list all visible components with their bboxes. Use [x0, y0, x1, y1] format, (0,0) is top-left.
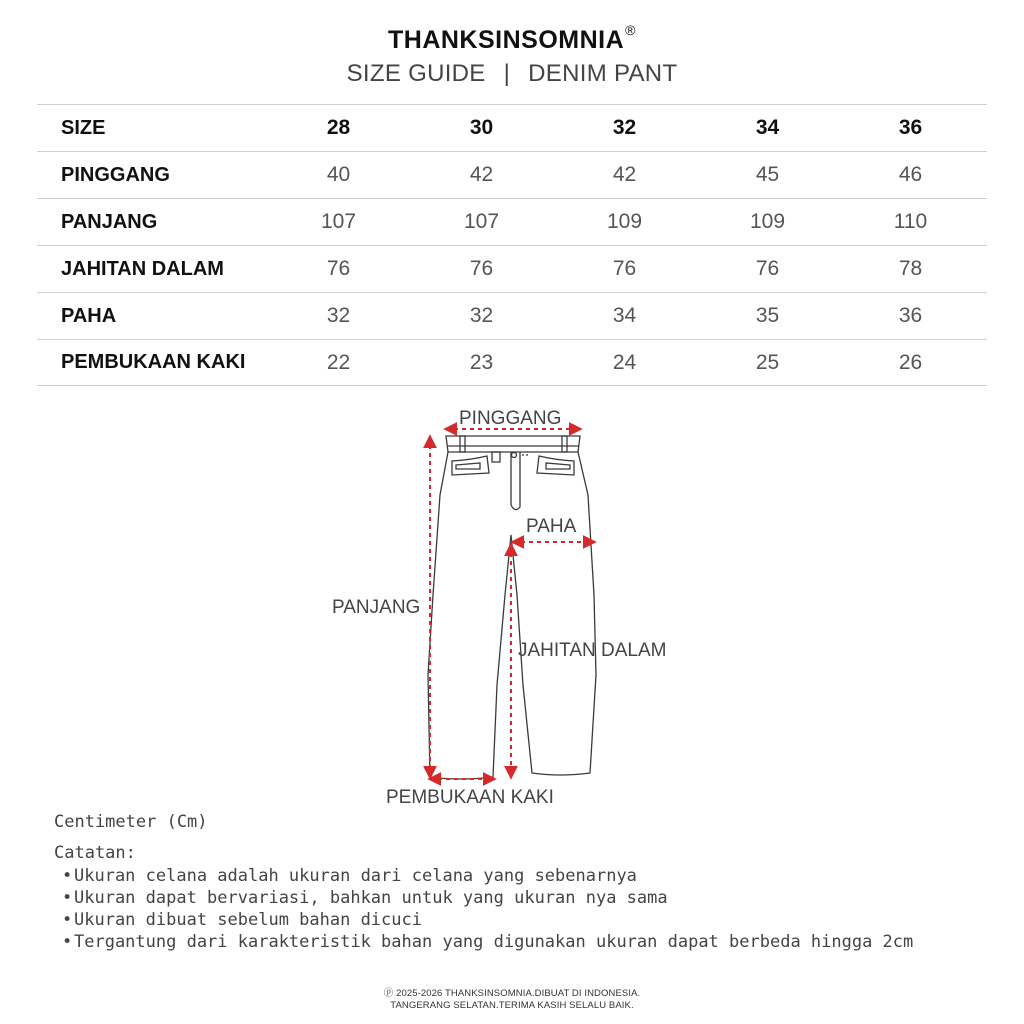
notes-title: Catatan:: [54, 843, 136, 863]
note-text: Ukuran celana adalah ukuran dari celana yang sebenarnya: [74, 866, 637, 886]
table-cell: 22: [326, 350, 351, 374]
table-cell: 42: [469, 163, 494, 186]
table-cell: 45: [755, 163, 780, 186]
footer-line-2: TANGERANG SELATAN.TERIMA KASIH SELALU BAIK.: [390, 1000, 634, 1011]
header-label: SIZE: [61, 116, 106, 139]
row-label: PANJANG: [61, 210, 158, 233]
size-32-header: 32: [612, 116, 637, 139]
table-row-panjang: [37, 198, 987, 245]
table-cell: 109: [606, 210, 643, 233]
pants-illustration: [0, 395, 1024, 815]
subtitle-product: DENIM PANT: [528, 60, 678, 87]
table-cell: 24: [612, 350, 637, 374]
pants-outline: [428, 436, 596, 779]
table-cell: 46: [898, 163, 923, 186]
table-cell: 76: [326, 257, 351, 280]
size-28-header: 28: [326, 116, 351, 139]
table-cell: 110: [893, 210, 928, 233]
thigh-label: PAHA: [526, 516, 577, 537]
page-subtitle: [0, 60, 1024, 88]
notes-list: [62, 865, 913, 953]
table-cell: 78: [898, 257, 923, 280]
list-item: • Ukuran dapat bervariasi, bahkan untuk yang ukuran nya sama: [62, 888, 668, 908]
table-row-jahitan-dalam: [37, 245, 987, 292]
inseam-label: JAHITAN DALAM: [518, 640, 667, 661]
pants-diagram: [0, 395, 1024, 815]
table-cell: 107: [320, 210, 357, 233]
measure-lines: [430, 429, 594, 779]
leg-opening-label: PEMBUKAAN KAKI: [386, 787, 554, 808]
row-label: PAHA: [61, 304, 117, 327]
size-table-header: [37, 104, 987, 151]
table-cell: 76: [612, 257, 637, 280]
table-cell: 107: [463, 210, 500, 233]
size-36-header: 36: [898, 116, 923, 139]
table-row-pembukaan-kaki: [37, 339, 987, 386]
subtitle-separator: |: [503, 60, 511, 87]
table-cell: 34: [612, 304, 637, 327]
unit-label: Centimeter (Cm): [54, 812, 208, 832]
table-cell: 36: [898, 304, 923, 327]
row-label: JAHITAN DALAM: [61, 257, 224, 280]
brand-name: THANKSINSOMNIA: [388, 26, 625, 54]
list-item: • Ukuran dibuat sebelum bahan dicuci: [62, 910, 422, 930]
note-text: Ukuran dibuat sebelum bahan dicuci: [74, 910, 422, 930]
registered-mark: ®: [625, 22, 636, 38]
footer-line-1: ⓟ 2025-2026 THANKSINSOMNIA.DIBUAT DI INDONESIA.: [383, 988, 641, 999]
table-cell: 25: [755, 350, 780, 374]
note-text: Tergantung dari karakteristik bahan yang digunakan ukuran dapat berbeda hingga 2cm: [74, 932, 914, 952]
waist-label: PINGGANG: [459, 408, 562, 429]
size-table: [37, 104, 987, 386]
table-cell: 32: [326, 304, 351, 327]
table-cell: 40: [326, 163, 351, 186]
size-34-header: 34: [755, 116, 780, 139]
list-item: • Tergantung dari karakteristik bahan yang digunakan ukuran dapat berbeda hingga 2cm: [62, 932, 914, 952]
note-text: Ukuran dapat bervariasi, bahkan untuk yang ukuran nya sama: [74, 888, 668, 908]
table-cell: 35: [755, 304, 780, 327]
table-cell: 23: [469, 350, 494, 374]
table-cell: 26: [898, 350, 923, 374]
table-cell: 76: [755, 257, 780, 280]
size-30-header: 30: [469, 116, 494, 139]
list-item: • Ukuran celana adalah ukuran dari celana yang sebenarnya: [62, 866, 637, 886]
footer: [0, 988, 1024, 1012]
brand-logo: [0, 22, 1024, 55]
length-label: PANJANG: [332, 597, 421, 618]
table-cell: 76: [469, 257, 494, 280]
table-cell: 42: [612, 163, 637, 186]
table-row-pinggang: [37, 151, 987, 198]
table-row-paha: [37, 292, 987, 339]
subtitle-size-guide: SIZE GUIDE: [346, 60, 486, 87]
row-label: PINGGANG: [61, 163, 170, 186]
table-cell: 109: [749, 210, 786, 233]
table-cell: 32: [469, 304, 494, 327]
row-label: PEMBUKAAN KAKI: [61, 351, 246, 373]
